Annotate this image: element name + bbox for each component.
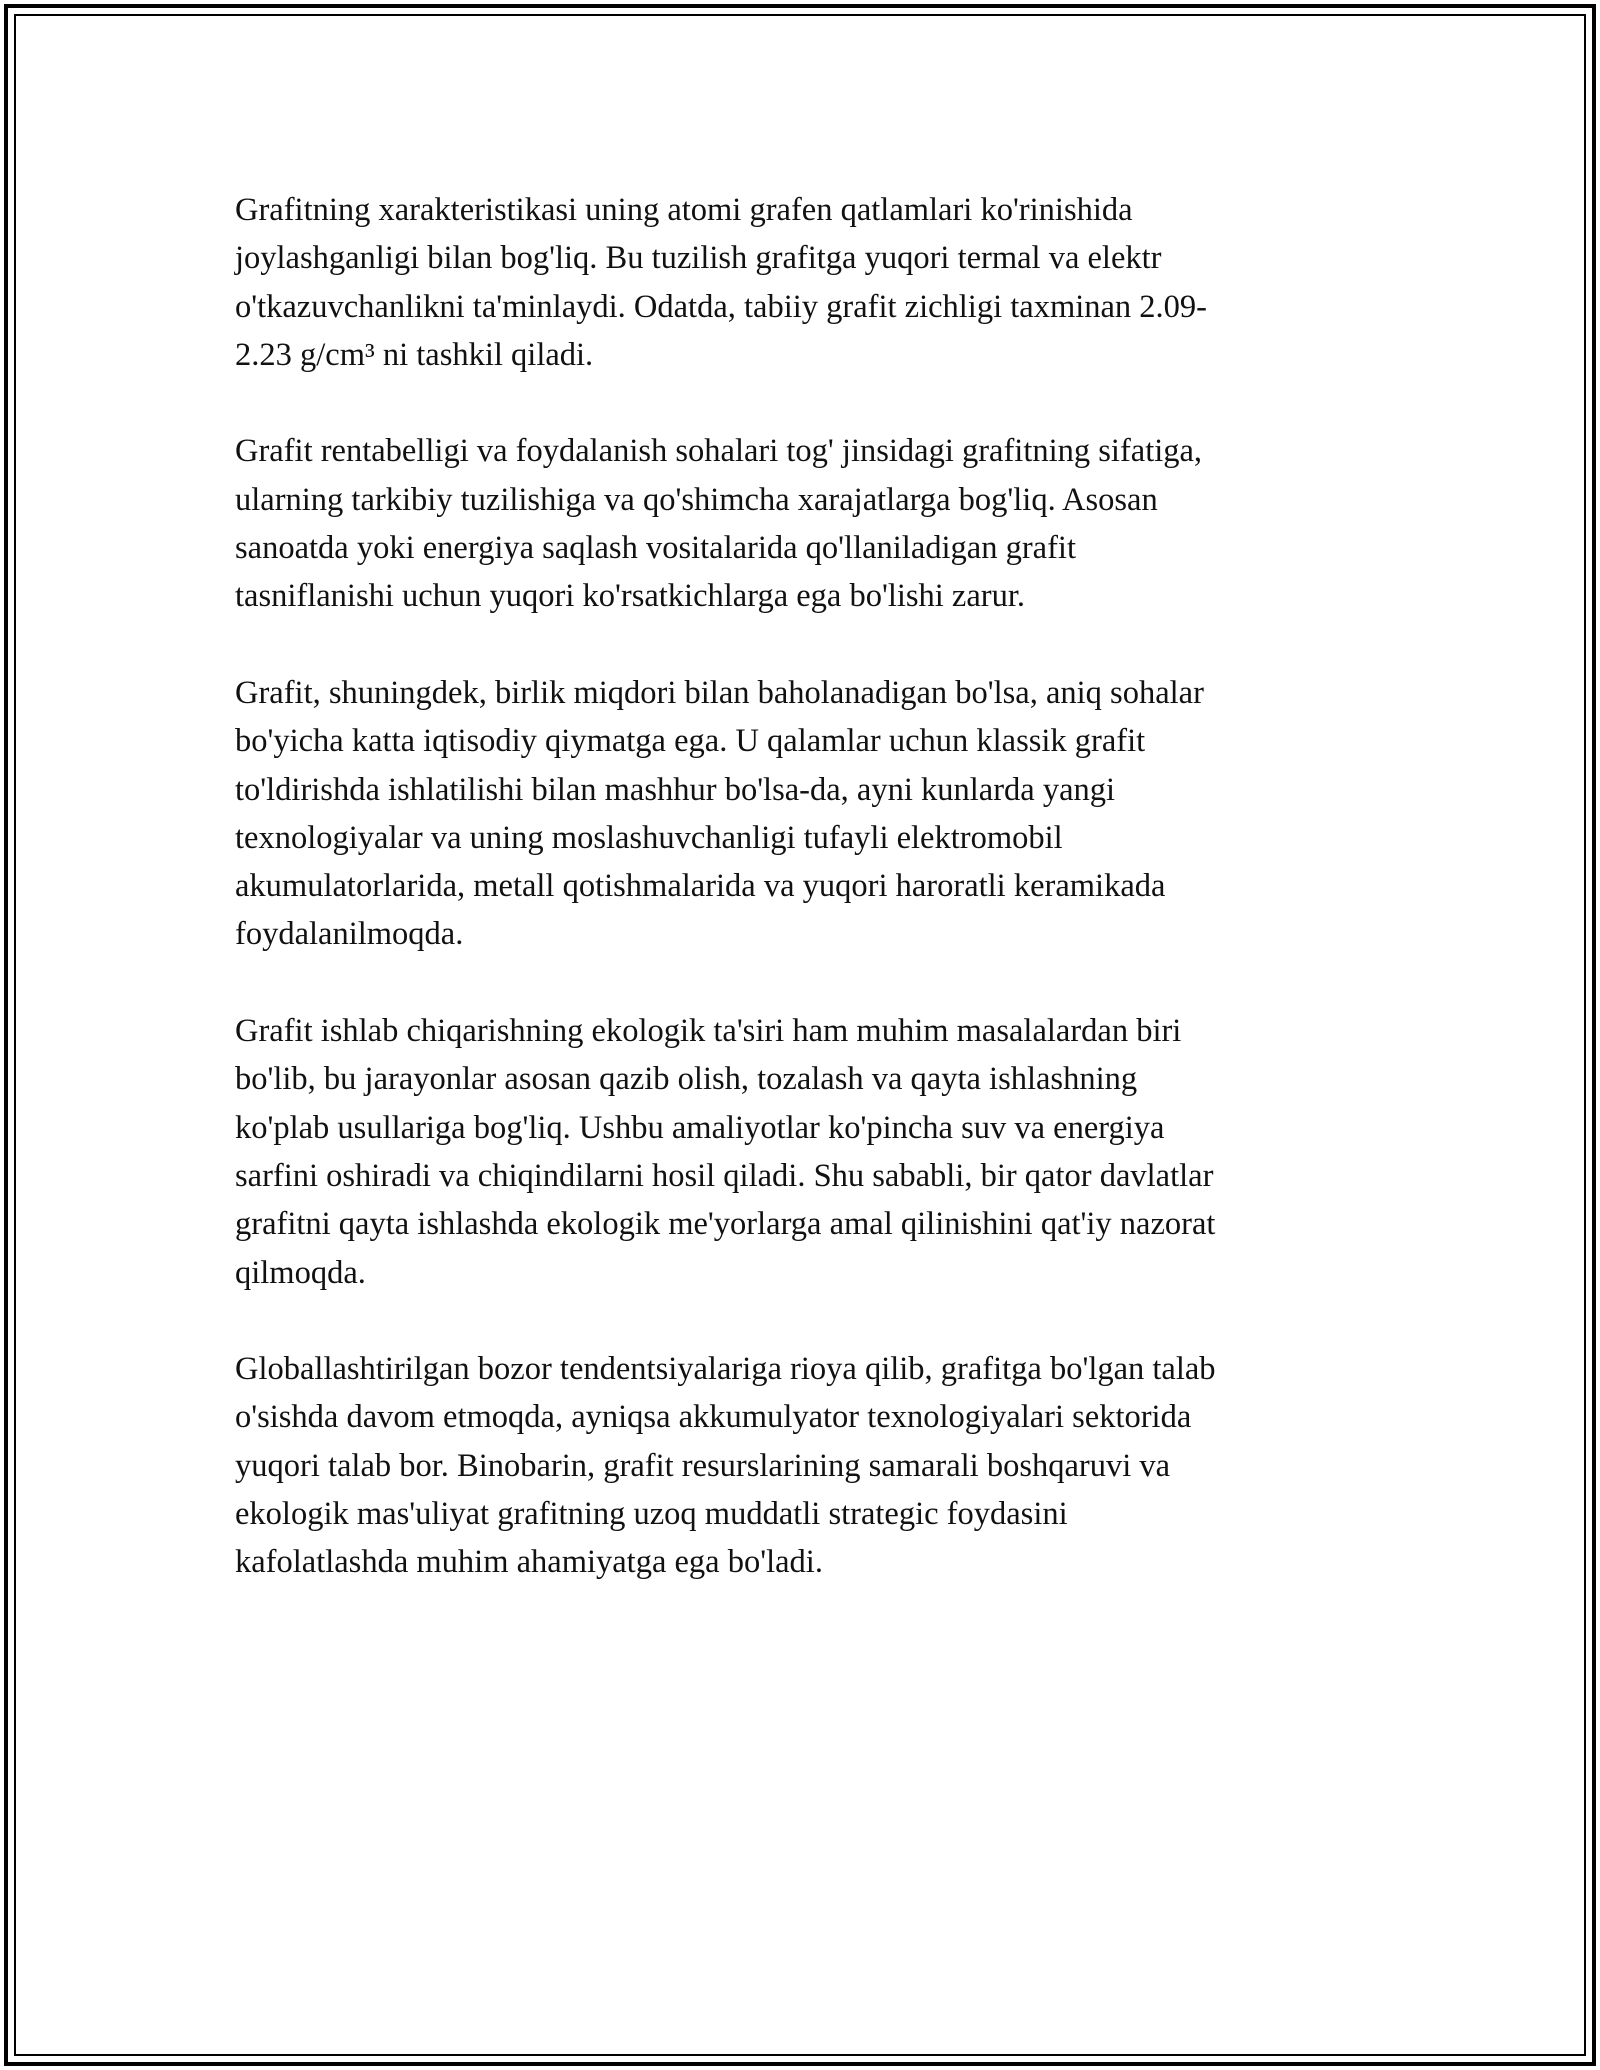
paragraph-graphite-profitability: Grafit rentabelligi va foydalanish sohalari tog' jinsidagi grafitning sifatiga, ularning tarkibiy tuzilishiga va qo'shimcha xarajatlarga bog'liq. Asosan sanoatda yoki energiya saqlash vositalarida qo'llaniladigan grafit tasniflanishi uchun yuqori ko'rsatkichlarga ega bo'lishi zarur. xyxy=(235,433,1203,615)
paragraph-graphite-applications: Grafit, shuningdek, birlik miqdori bilan baholanadigan bo'lsa, aniq sohalar bo'yicha katta iqtisodiy qiymatga ega. U qalamlar uchun klassik grafit to'ldirishda ishlatilishi bilan mashhur bo'lsa-da, ayni kunlarda yangi texnologiyalar va uning moslashuvchanligi tufayli elektromobil akumulatorlarida, metall qotishmalarida va yuqori haroratli keramikada foydalanilmoqda. xyxy=(235,674,1204,953)
paragraph-graphite-structure: Grafitning xarakteristikasi uning atomi grafen qatlamlari ko'rinishida joylashganligi bilan bog'liq. Bu tuzilish grafitga yuqori termal va elektr o'tkazuvchanlikni ta'minlaydi. Odatda, tabiiy grafit zichligi taxminan 2.09- 2.23 g/cm³ ni tashkil qiladi. xyxy=(235,192,1208,373)
paragraph-graphite-ecology: Grafit ishlab chiqarishning ekologik ta'siri ham muhim masalalardan biri bo'lib, bu jarayonlar asosan qazib olish, tozalash va qayta ishlashning ko'plab usullariga bog'liq. Ushbu amaliyotlar ko'pincha suv va energiya sarfini oshiradi va chiqindilarni hosil qiladi. Shu sababli, bir qator davlatlar grafitni qayta ishlashda ekologik me'yorlarga amal qilinishini qat'iy nazorat qilmoqda. xyxy=(235,1013,1216,1291)
document-body xyxy=(235,186,1365,1635)
paragraph-graphite-market: Globallashtirilgan bozor tendentsiyalariga rioya qilib, grafitga bo'lgan talab o'sishda davom etmoqda, ayniqsa akkumulyator texnologiyalari sektorida yuqori talab bor. Binobarin, grafit resurslarining samarali boshqaruvi va ekologik mas'uliyat grafitning uzoq muddatli strategic foydasini kafolatlashda muhim ahamiyatga ega bo'ladi. xyxy=(235,1351,1216,1581)
